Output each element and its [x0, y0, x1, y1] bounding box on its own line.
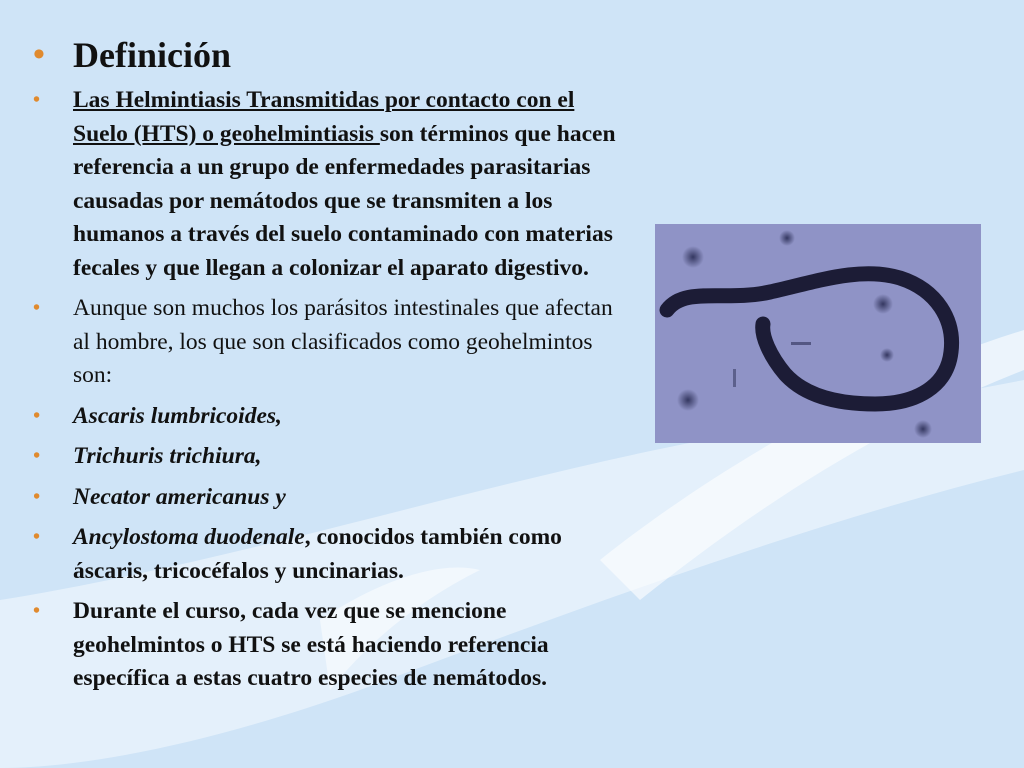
bullet-icon: •: [33, 485, 41, 508]
species-item-2: [30, 440, 630, 474]
bullet-icon: •: [33, 526, 41, 548]
definition-underlined-text: Las Helmintiasis Transmitidas por contacto con el Suelo (HTS) o geohelmintiasis: [73, 87, 575, 147]
species-item-1: [30, 400, 630, 434]
paragraph-parasites: [30, 292, 630, 393]
course-note-text: Durante el curso, cada vez que se mencione geohelmintos o HTS se está haciendo referencia específica a estas cuatro especies de nemátodos.: [73, 598, 549, 691]
title-text: Definición: [73, 35, 231, 75]
species-name: Ancylostoma duodenale: [73, 524, 305, 550]
parasites-text: Aunque son muchos los parásitos intestinales que afectan al hombre, los que son clasificados como geohelmintos son:: [73, 295, 613, 388]
slide-content: [30, 30, 630, 703]
bullet-icon: •: [33, 445, 41, 467]
species-name: Trichuris trichiura,: [73, 443, 262, 469]
bullet-icon: •: [33, 600, 41, 622]
species-common-names: , conocidos también como áscaris, tricocéfalos y uncinarias.: [73, 524, 562, 584]
bullet-icon: •: [33, 36, 45, 73]
bullet-icon: •: [33, 89, 41, 111]
species-name: Necator americanus y: [73, 483, 286, 510]
bullet-icon: •: [33, 404, 41, 427]
species-item-4: [30, 521, 630, 588]
paragraph-course-note: [30, 595, 630, 696]
nematode-photo: [655, 224, 981, 443]
species-item-3: [30, 481, 630, 515]
bullet-icon: •: [33, 297, 41, 319]
paragraph-definition: [30, 84, 630, 285]
species-name: Ascaris lumbricoides,: [73, 402, 282, 429]
slide-title: [30, 30, 630, 80]
definition-text: son términos que hacen referencia a un grupo de enfermedades parasitarias causadas por nemátodos que se transmiten a los humanos a través del suelo contaminado con materias fecales y que llegan a colonizar el aparato digestivo.: [73, 120, 616, 281]
